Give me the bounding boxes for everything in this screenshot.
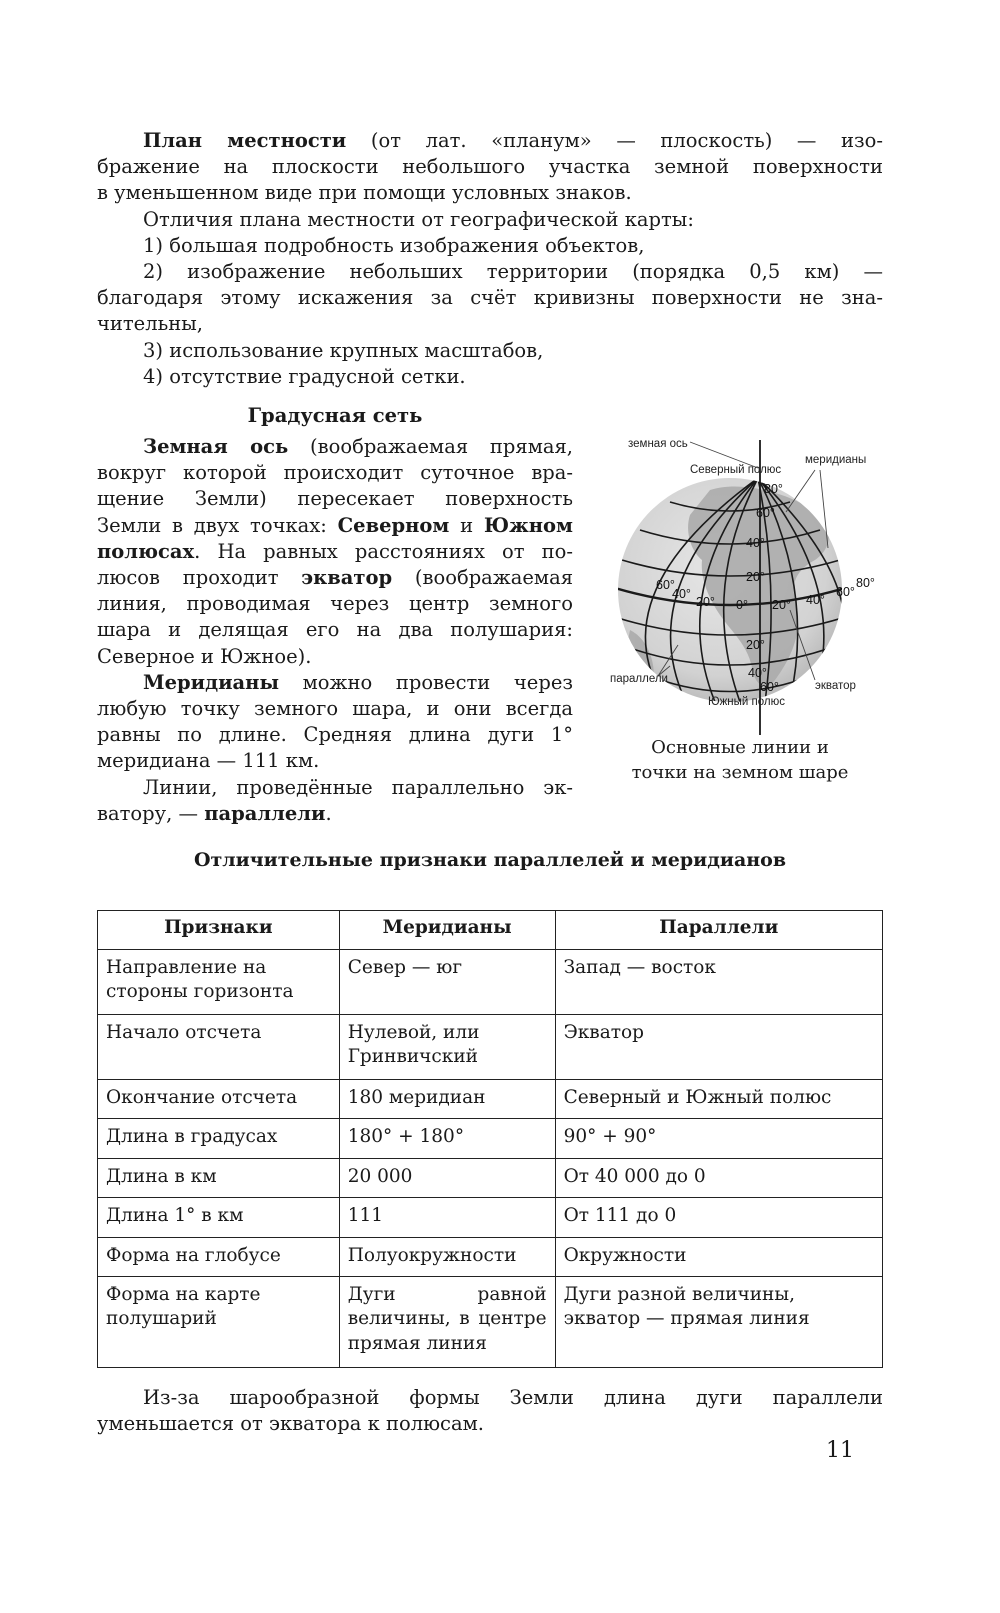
grid-text-block	[97, 434, 573, 827]
cell-meridians: Север — юг	[339, 949, 555, 1014]
cell-meridians: 111	[339, 1197, 555, 1237]
table-row	[98, 1079, 883, 1118]
table-row	[98, 1197, 883, 1237]
lon-20-e: 20°	[772, 598, 791, 612]
meridians-line-2: любую точку земного шара, и они всегда	[97, 697, 573, 721]
cell-feature: Направление на стороны горизонта	[98, 949, 340, 1014]
cell-feature: Форма на глобусе	[98, 1237, 340, 1276]
label-equator: экватор	[815, 680, 856, 692]
lon-80-e: 80°	[856, 576, 875, 590]
figure-caption: Основные линии и точки на земном шаре	[631, 737, 849, 783]
cell-feature: Длина 1° в км	[98, 1197, 340, 1237]
list-item-4: 4) отсутствие градусной сетки.	[143, 364, 466, 388]
cell-meridians: 20 000	[339, 1158, 555, 1197]
label-parallels: параллели	[610, 673, 668, 685]
cell-feature: Окончание отсчета	[98, 1079, 340, 1118]
lat-20-n: 20°	[746, 570, 765, 584]
cell-parallels: Дуги разной величины, экватор — прямая линия	[555, 1276, 882, 1367]
equator-line-2: линия, проводимая через центр земного	[97, 592, 573, 616]
lat-60-s: 60°	[760, 680, 779, 694]
cell-feature: Длина в градусах	[98, 1118, 340, 1158]
cell-meridians: Полуокружности	[339, 1237, 555, 1276]
header-features: Признаки	[98, 911, 340, 950]
header-meridians: Меридианы	[339, 911, 555, 950]
intro-line-3: в уменьшенном виде при помощи условных знаков.	[97, 181, 632, 205]
equator-line-3: шара и делящая его на два полушария:	[97, 618, 573, 642]
table-header-row	[98, 911, 883, 950]
label-south-pole: Южный полюс	[708, 696, 786, 708]
lon-40-e: 40°	[806, 593, 825, 607]
list-item-3: 3) использование крупных масштабов,	[143, 338, 544, 362]
axis-line-2: вокруг которой происходит суточное вра-	[97, 461, 573, 485]
intro-block	[97, 128, 883, 390]
list-item-2: 2) изображение небольших территории (порядка 0,5 км) —	[143, 260, 883, 284]
parallels-line-1: Линии, проведённые параллельно эк-	[143, 775, 573, 799]
term-plan: План местности	[143, 129, 347, 152]
lat-20-s: 20°	[746, 638, 765, 652]
cell-parallels: Запад — восток	[555, 949, 882, 1014]
lat-80: 80°	[764, 482, 783, 496]
cell-parallels: 90° + 90°	[555, 1118, 882, 1158]
table-row	[98, 1237, 883, 1276]
poles-line: полюсах. На равных расстояниях от по-	[97, 539, 573, 563]
cell-feature: Начало отсчета	[98, 1014, 340, 1079]
axis-line-3: щение Земли) пересекает поверхность	[97, 487, 573, 511]
lon-20-w: 20°	[696, 595, 715, 609]
axis-line-4: Земли в двух точках: Северном и Южном	[97, 513, 573, 537]
cell-meridians: 180° + 180°	[339, 1118, 555, 1158]
cell-parallels: Северный и Южный полюс	[555, 1079, 882, 1118]
cell-parallels: Экватор	[555, 1014, 882, 1079]
cell-parallels: Окружности	[555, 1237, 882, 1276]
list-item-2-cont: благодаря этому искажения за счёт кривизны поверхности не зна-	[97, 286, 883, 310]
cell-feature: Длина в км	[98, 1158, 340, 1197]
meridians-line-4: меридиана — 111 км.	[97, 749, 320, 773]
lat-40-n: 40°	[746, 536, 765, 550]
equator-line-1: люсов проходит экватор (воображаемая	[97, 566, 574, 590]
lat-40-s: 40°	[748, 666, 767, 680]
meridians-line-3: равны по длине. Средняя длина дуги 1°	[97, 723, 573, 747]
intro-line-1: План местности (от лат. «планум» — плоскость) — изо-	[143, 129, 883, 152]
table-title: Отличительные признаки параллелей и меридианов	[193, 849, 787, 871]
list-item-1: 1) большая подробность изображения объектов,	[143, 233, 645, 257]
parallels-line-2: ватору, — параллели.	[97, 801, 332, 825]
section-heading: Градусная сеть	[247, 404, 423, 427]
intro-line-2: бражение на плоскости небольшого участка земной поверхности	[97, 155, 883, 179]
table-row	[98, 1158, 883, 1197]
table-row	[98, 949, 883, 1014]
comparison-table	[97, 910, 883, 1368]
label-meridians: меридианы	[805, 454, 867, 466]
label-earth-axis: земная ось	[628, 438, 688, 450]
cell-meridians: Дуги равной величины, в центре прямая линия	[339, 1276, 555, 1367]
cell-meridians: Нулевой, или Гринвичский	[339, 1014, 555, 1079]
cell-parallels: От 111 до 0	[555, 1197, 882, 1237]
axis-line-1: Земная ось (воображаемая прямая,	[143, 435, 573, 458]
table-row	[98, 1276, 883, 1367]
header-parallels: Параллели	[555, 911, 882, 950]
cell-meridians: 180 меридиан	[339, 1079, 555, 1118]
lat-60-n: 60°	[756, 506, 775, 520]
label-north-pole: Северный полюс	[690, 464, 782, 476]
table-row	[98, 1118, 883, 1158]
meridians-line-1: Меридианы можно провести через	[143, 670, 573, 694]
globe-figure	[590, 430, 890, 740]
lon-40-w: 40°	[672, 587, 691, 601]
lon-0: 0°	[736, 598, 748, 612]
equator-line-4: Северное и Южное).	[97, 644, 312, 668]
closing-paragraph: Из-за шарообразной формы Земли длина дуги параллели уменьшается от экватора к полюсам.	[97, 1386, 883, 1436]
page-number: 11	[826, 1438, 854, 1463]
lon-60-w: 60°	[656, 578, 675, 592]
cell-parallels: От 40 000 до 0	[555, 1158, 882, 1197]
lon-60-e: 60°	[836, 585, 855, 599]
list-item-2-cont2: чительны,	[97, 312, 203, 336]
cell-feature: Форма на карте полушарий	[98, 1276, 340, 1367]
table-row	[98, 1014, 883, 1079]
differences-title: Отличия плана местности от географической карты:	[143, 207, 694, 231]
